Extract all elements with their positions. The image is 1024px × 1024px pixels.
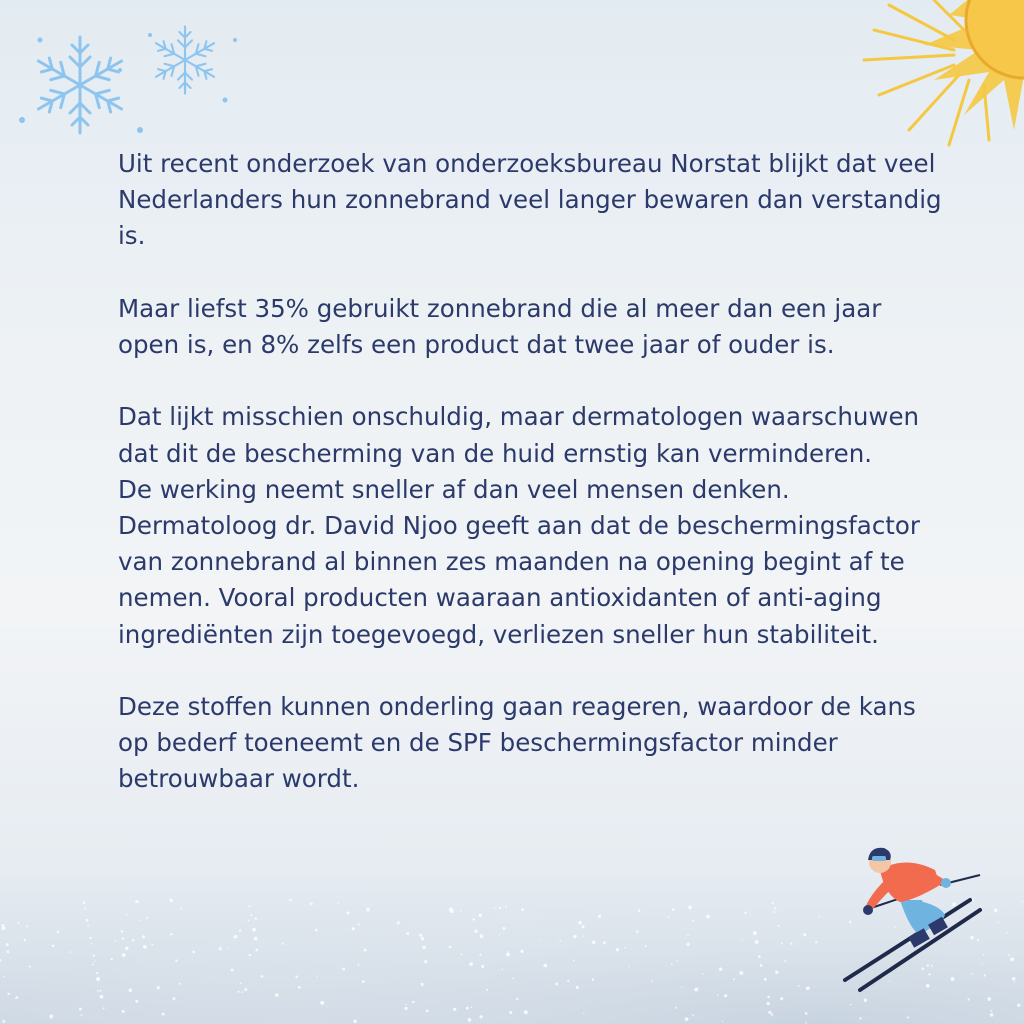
sun-icon — [854, 0, 1024, 150]
paragraph-conclusion: Deze stoffen kunnen onderling gaan reageren, waardoor de kans op bederf toeneemt en de SPF beschermingsfactor minder betrouwbaar wordt. — [118, 692, 916, 794]
article-text — [118, 146, 948, 834]
paragraph-statistics: Maar liefst 35% gebruikt zonnebrand die al meer dan een jaar open is, en 8% zelfs een product dat twee jaar of ouder is. — [118, 293, 882, 359]
paragraph-intro: Uit recent onderzoek van onderzoeksbureau Norstat blijkt dat veel Nederlanders hun zonnebrand veel langer bewaren dan verstandig is. — [118, 149, 942, 251]
paragraph-dermatologist: De werking neemt sneller af dan veel mensen denken. Dermatoloog dr. David Njoo geeft aan dat de beschermingsfactor van zonnebrand al binnen zes maanden na opening begint af te nemen. Vooral producten waaraan antioxidanten of anti-aging ingrediënten zijn toegevoegd, verliezen sneller hun stabiliteit. — [118, 474, 920, 649]
snowflake-icon — [10, 20, 250, 150]
paragraph-warning: Dat lijkt misschien onschuldig, maar dermatologen waarschuwen dat dit de bescherming van de huid ernstig kan verminderen. — [118, 402, 920, 468]
skier-icon — [830, 840, 1000, 1000]
